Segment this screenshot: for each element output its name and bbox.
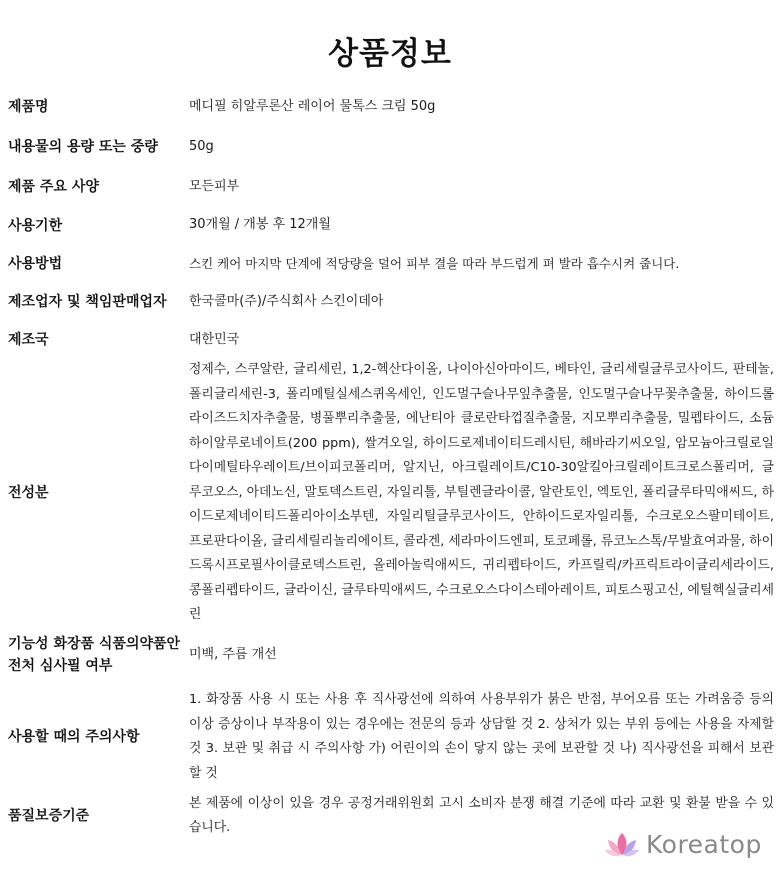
row-label: 전성분 bbox=[8, 485, 49, 501]
info-row-ingredients bbox=[8, 359, 774, 627]
row-label: 제품 주요 사양 bbox=[8, 179, 99, 195]
row-value: 50g bbox=[189, 138, 214, 154]
info-row-product-name bbox=[8, 88, 774, 126]
page-title: 상품정보 bbox=[328, 36, 452, 72]
info-row-main-spec bbox=[8, 168, 774, 206]
row-value: 메디필 히알루론산 레이어 물톡스 크림 50g bbox=[189, 98, 436, 114]
logo-text: Koreatop bbox=[646, 829, 762, 859]
row-value: 미백, 주름 개선 bbox=[189, 646, 277, 662]
row-value: 1. 화장품 사용 시 또는 사용 후 직사광선에 의하여 사용부위가 붉은 반점, 부어오름 또는 가려움증 등의 이상 증상이나 부작용이 있는 경우에는 전문의 등과 상담할 것 2. 상처가 있는 부위 등에는 사용을 자제할 것 3. 보관 및 취급 시 주의사항 가) 어린이의 손이 닿지 않는 곳에 보관할 것 나) 직사광선을 피해서 보관할 것 bbox=[189, 692, 774, 781]
lotus-icon bbox=[604, 829, 640, 859]
info-row-usage bbox=[8, 245, 774, 283]
row-value: 본 제품에 이상이 있을 경우 공정거래위원회 고시 소비자 분쟁 해결 기준에 따라 교환 및 환불 받을 수 있습니다. bbox=[189, 795, 774, 835]
koreatop-logo bbox=[604, 826, 774, 862]
row-value: 30개월 / 개봉 후 12개월 bbox=[189, 217, 331, 233]
row-label: 사용할 때의 주의사항 bbox=[8, 729, 140, 745]
row-label: 제조국 bbox=[8, 332, 49, 348]
product-info-table bbox=[8, 88, 774, 841]
info-row-manufacturer bbox=[8, 283, 774, 321]
row-value: 대한민국 bbox=[189, 331, 240, 347]
row-value: 한국콜마(주)/주식회사 스킨이데아 bbox=[189, 293, 384, 309]
row-label: 제조업자 및 책임판매업자 bbox=[8, 294, 167, 310]
row-value: 스킨 케어 마지막 단계에 적당량을 덜어 피부 결을 따라 부드럽게 펴 발라 흡수시켜 줍니다. bbox=[189, 255, 680, 271]
row-value: 모든피부 bbox=[189, 178, 240, 194]
info-row-expiry bbox=[8, 206, 774, 245]
row-label: 사용방법 bbox=[8, 256, 63, 272]
info-row-country bbox=[8, 321, 774, 359]
row-label: 내용물의 용량 또는 중량 bbox=[8, 139, 158, 155]
row-value: 정제수, 스쿠알란, 글리세린, 1,2-헥산다이올, 나이아신아마이드, 베타인, 글리세릴글루코사이드, 판테놀, 폴리글리세린-3, 폴리메틸실세스퀴옥세인, 인도멀구슬나무잎추출물, 인도멀구슬나무꽃추출물, 하이드롤라이즈드치자추출물, 병풀뿌리추출물, 에난티아 클로란타껍질추출물, 지모뿌리추출물, 밀펩타이드, 소듐하이알루로네이트(200 ppm), 쌀겨오일, 하이드로제네이티드레시틴, 해바라기씨오일, 암모늄아크릴로일다이메틸타우레이트/브이피코폴리머, 알지닌, 아크릴레이트/C10-30알킬아크릴레이트크로스폴리머, 글루코오스, 아데노신, 말토덱스트린, 자일리톨, 부틸렌글라이콜, 알란토인, 엑토인, 폴리글루타믹애씨드, 하이드로제네이티드폴리아이소부텐, 자일리틸글루코사이드, 안하이드로자일리톨, 수크로오스팔미테이트, 프로판다이올, 글리세릴리놀리에이트, 콜라겐, 세라마이드엔피, 토코페롤, 류코노스톡/무발효여과물, 하이드록시프로필사이클로덱스트린, 올레아놀릭애씨드, 귀리펩타이드, 카프릴릭/카프릭트라이글리세라이드, 콩폴리펩타이드, 글라이신, 글루타믹애씨드, 수크로오스다이스테아레이트, 피토스핑고신, 에틸헥실글리세린 bbox=[189, 362, 774, 623]
row-label: 품질보증기준 bbox=[8, 808, 90, 824]
row-label: 기능성 화장품 식품의약품안전처 심사필 여부 bbox=[8, 636, 181, 674]
row-label: 제품명 bbox=[8, 99, 49, 115]
info-row-precautions bbox=[8, 683, 774, 791]
info-row-functional bbox=[8, 627, 774, 683]
info-row-capacity bbox=[8, 126, 774, 168]
row-label: 사용기한 bbox=[8, 217, 63, 234]
